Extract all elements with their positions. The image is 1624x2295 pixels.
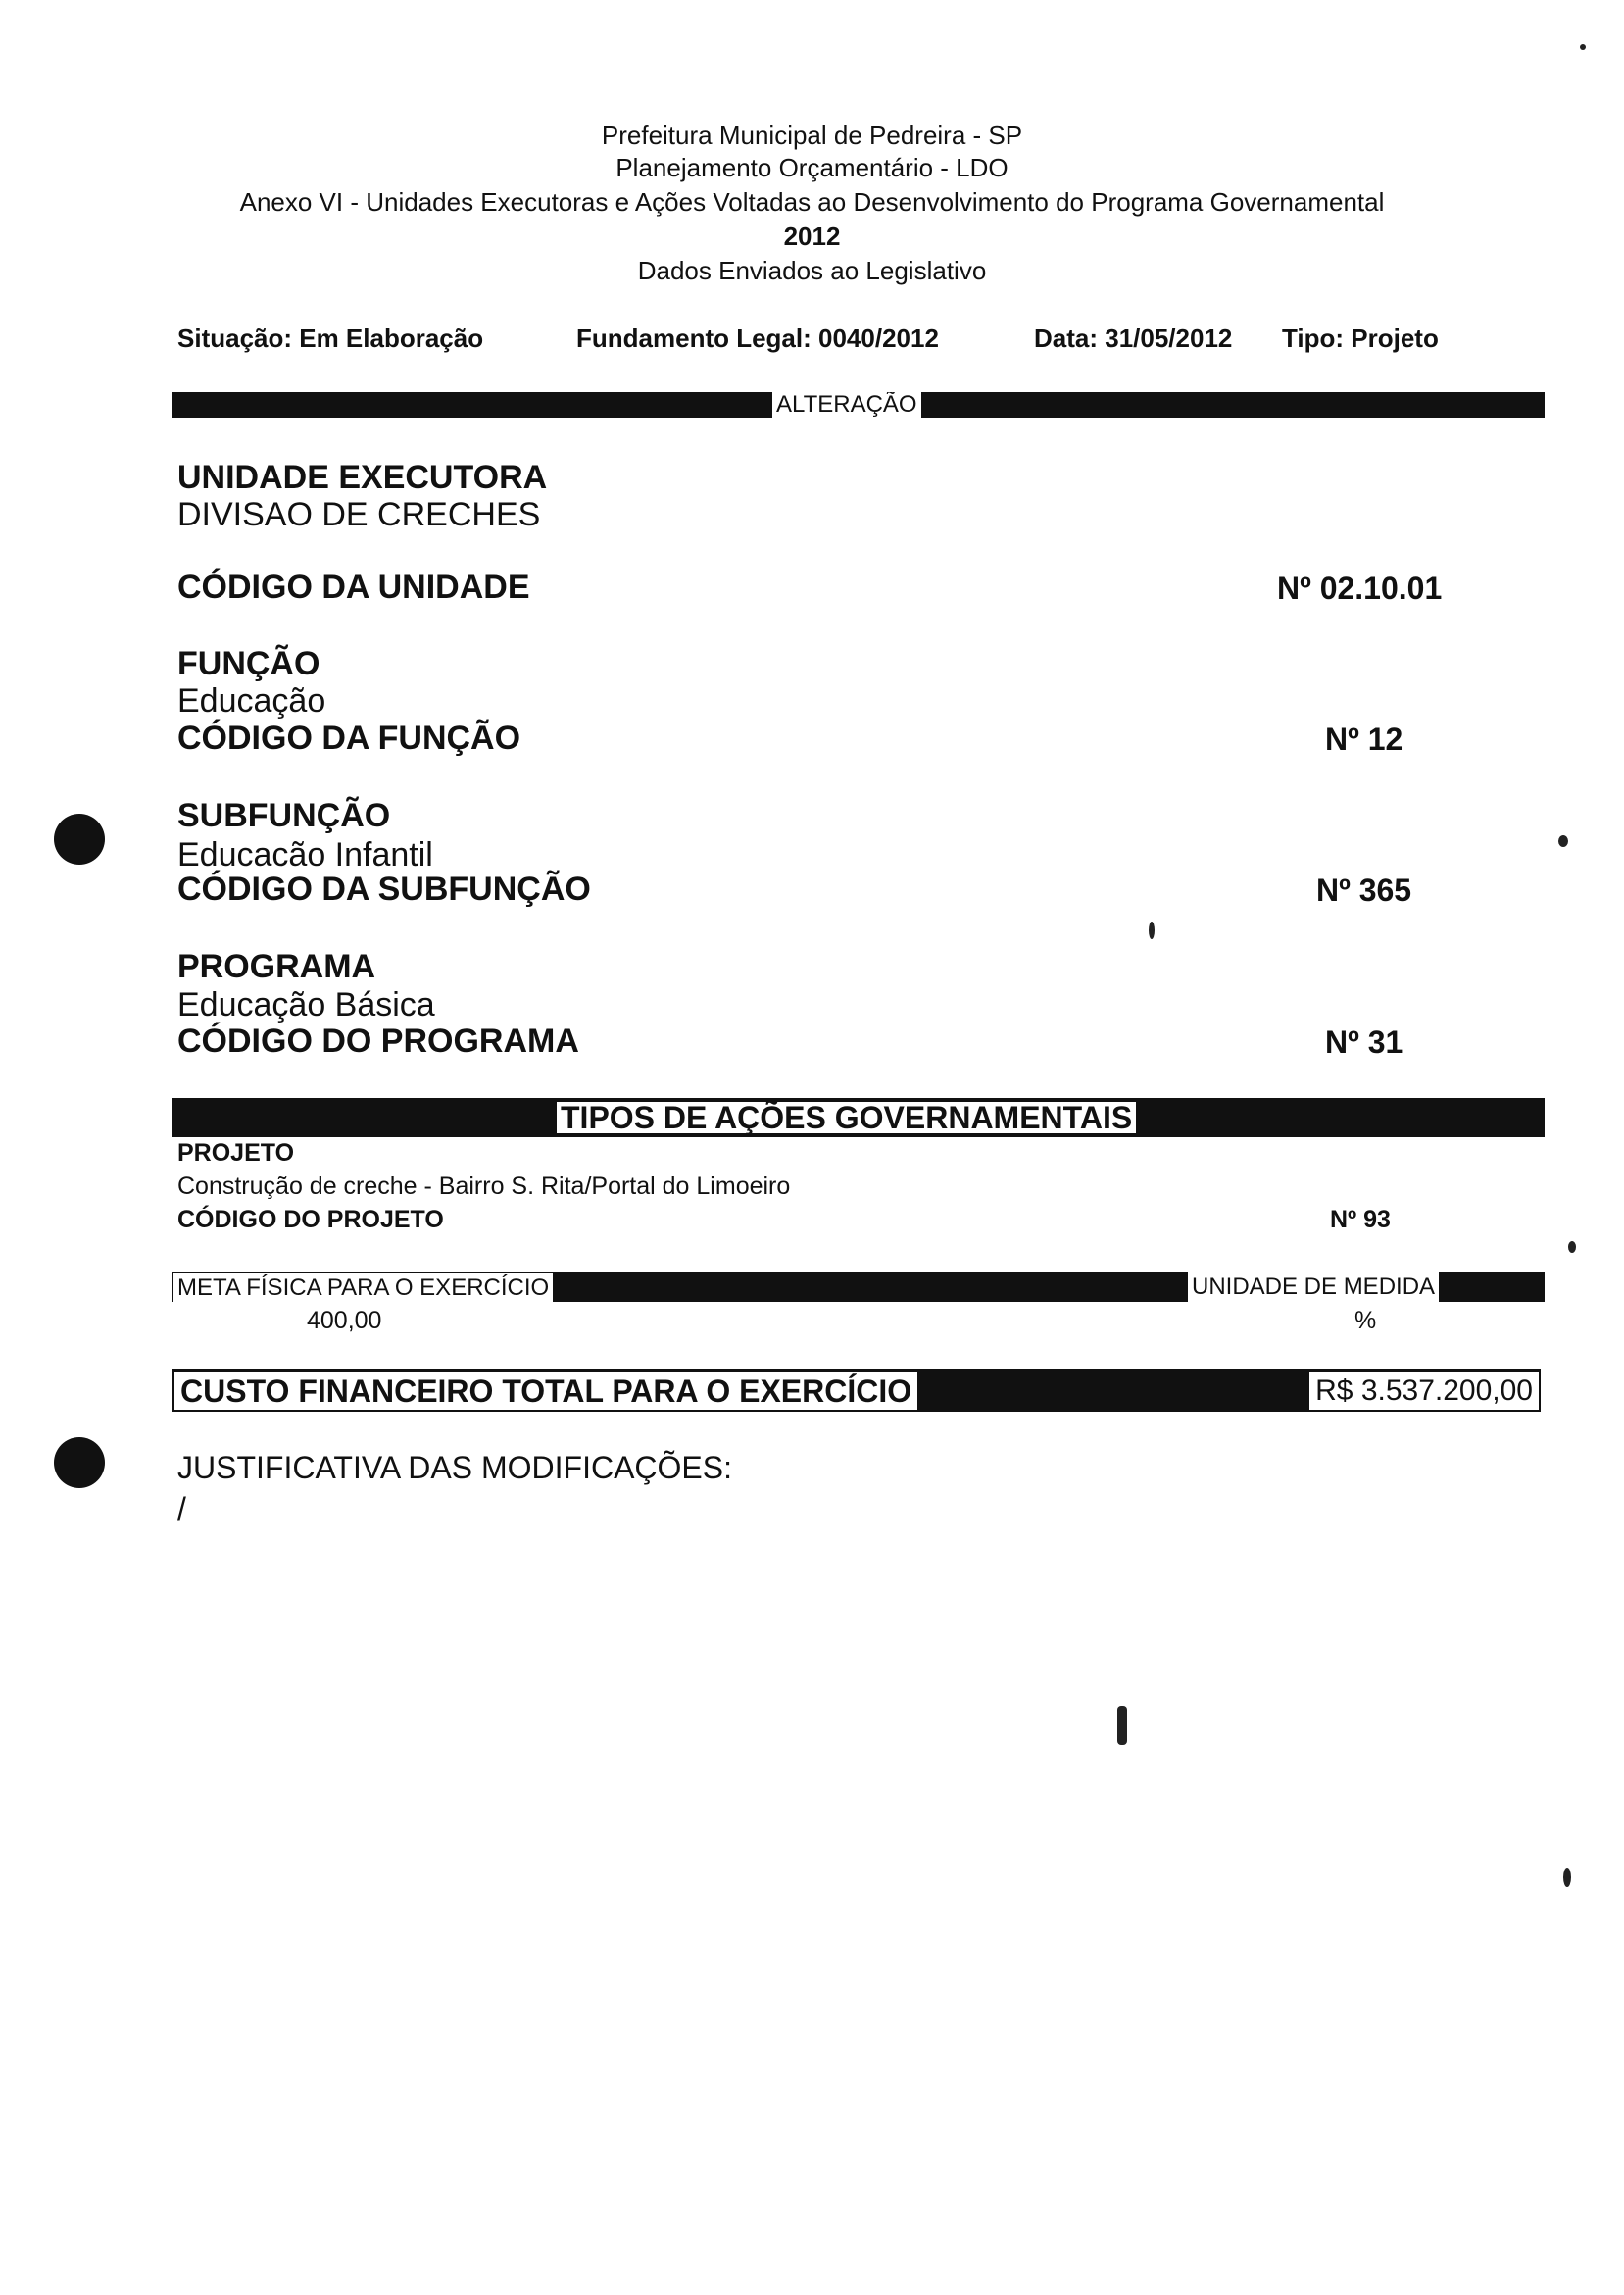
meta-fisica-label: META FÍSICA PARA O EXERCÍCIO	[172, 1272, 554, 1302]
justificativa-value: /	[177, 1491, 186, 1526]
custo-label: CUSTO FINANCEIRO TOTAL PARA O EXERCÍCIO	[172, 1371, 919, 1412]
custo-bar	[172, 1369, 1541, 1412]
speck-mark	[1558, 835, 1568, 847]
meta-fisica-bar	[172, 1272, 1545, 1302]
header-year: 2012	[783, 222, 841, 251]
meta-fisica-unit: %	[1354, 1307, 1377, 1334]
speck-mark	[1568, 1241, 1576, 1253]
funcao-title: FUNÇÃO	[177, 645, 320, 682]
alteracao-bar	[172, 392, 1545, 418]
alteracao-label: ALTERAÇÃO	[772, 392, 921, 418]
tipos-acoes-label: TIPOS DE AÇÕES GOVERNAMENTAIS	[557, 1102, 1136, 1133]
subfuncao-code-label: CÓDIGO DA SUBFUNÇÃO	[177, 871, 591, 908]
projeto-title: PROJETO	[177, 1139, 295, 1167]
programa-title: PROGRAMA	[177, 948, 376, 985]
meta-fisica-value: 400,00	[307, 1307, 382, 1334]
speck-mark	[1149, 922, 1155, 939]
speck-mark	[1563, 1868, 1571, 1887]
header-prefeitura: Prefeitura Municipal de Pedreira - SP	[601, 121, 1023, 150]
programa-code: Nº 31	[1325, 1024, 1403, 1060]
header-anexo: Anexo VI - Unidades Executoras e Ações Voltadas ao Desenvolvimento do Programa Governamental	[239, 187, 1385, 217]
programa-value: Educação Básica	[177, 986, 435, 1023]
situacao-label: Situação: Em Elaboração	[177, 324, 484, 353]
unidade-medida-label: UNIDADE DE MEDIDA	[1188, 1272, 1439, 1302]
unidade-title: UNIDADE EXECUTORA	[177, 459, 548, 496]
funcao-value: Educação	[177, 682, 326, 720]
programa-code-label: CÓDIGO DO PROGRAMA	[177, 1023, 579, 1060]
tipo-label: Tipo: Projeto	[1282, 324, 1439, 353]
justificativa-title: JUSTIFICATIVA DAS MODIFICAÇÕES:	[177, 1450, 732, 1485]
subfuncao-value: Educacão Infantil	[177, 836, 433, 873]
subfuncao-title: SUBFUNÇÃO	[177, 797, 391, 834]
fundamento-label: Fundamento Legal: 0040/2012	[576, 324, 939, 353]
projeto-code: Nº 93	[1330, 1206, 1391, 1233]
projeto-code-label: CÓDIGO DO PROJETO	[177, 1206, 444, 1233]
unidade-value: DIVISAO DE CRECHES	[177, 496, 541, 533]
speck-mark	[1117, 1706, 1127, 1745]
unidade-code-label: CÓDIGO DA UNIDADE	[177, 569, 530, 606]
header-planejamento: Planejamento Orçamentário - LDO	[615, 153, 1009, 182]
hole-punch-bottom	[54, 1437, 105, 1488]
projeto-value: Construção de creche - Bairro S. Rita/Portal do Limoeiro	[177, 1172, 791, 1200]
custo-value: R$ 3.537.200,00	[1307, 1371, 1541, 1412]
unidade-code: Nº 02.10.01	[1277, 571, 1443, 606]
funcao-code: Nº 12	[1325, 722, 1403, 757]
subfuncao-code: Nº 365	[1316, 873, 1412, 908]
header-dados: Dados Enviados ao Legislativo	[637, 256, 987, 285]
speck-mark	[1580, 44, 1586, 50]
funcao-code-label: CÓDIGO DA FUNÇÃO	[177, 720, 521, 757]
tipos-acoes-bar	[172, 1098, 1545, 1137]
hole-punch-top	[54, 814, 105, 865]
data-label: Data: 31/05/2012	[1034, 324, 1233, 353]
